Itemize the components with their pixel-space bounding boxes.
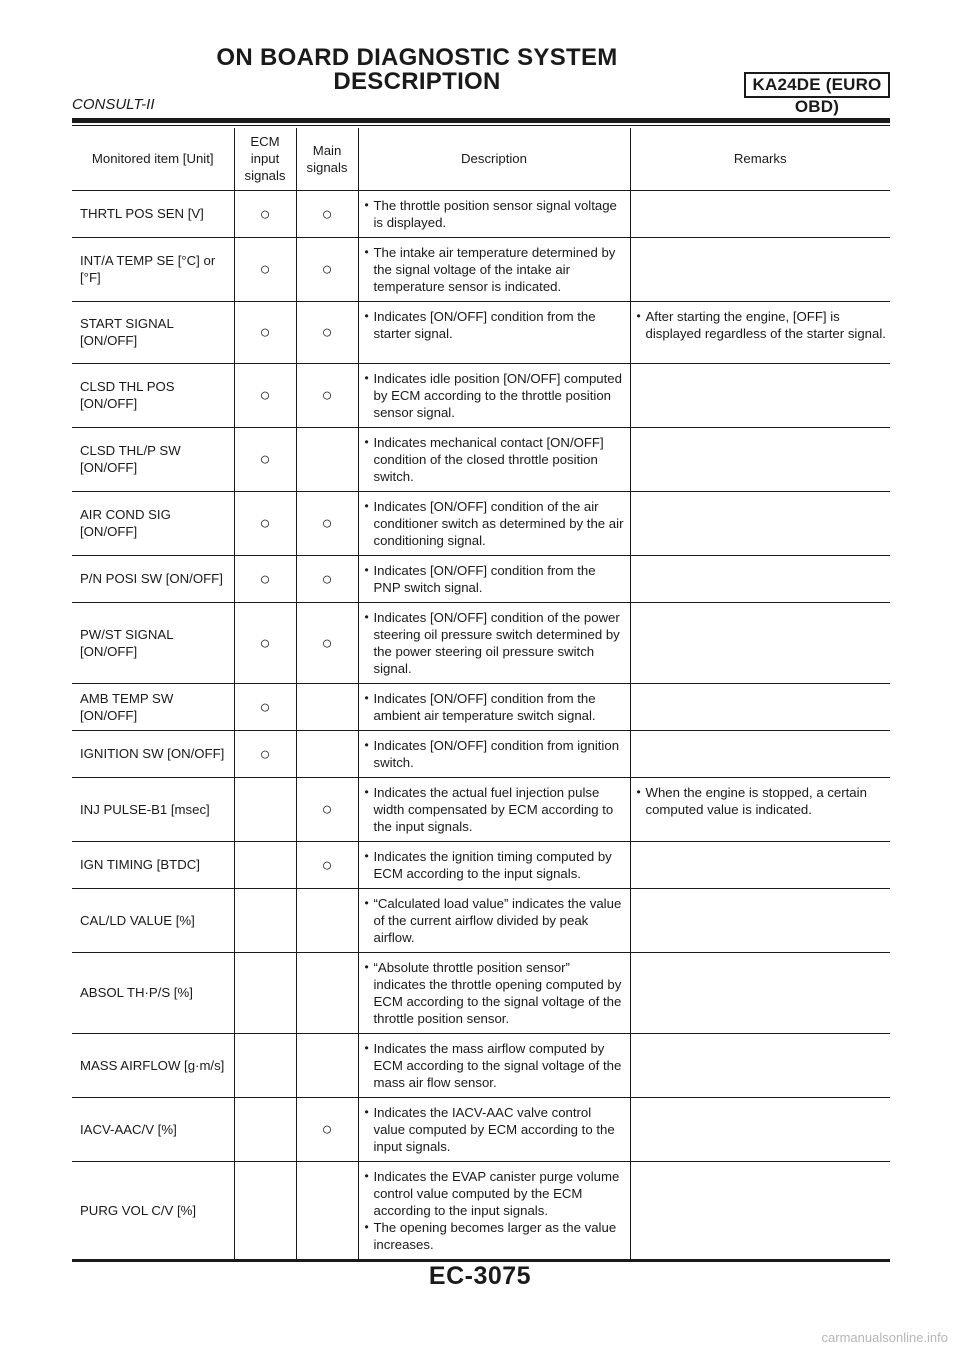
header-rule-thin (72, 125, 890, 126)
bullet-text: Indicates the ignition timing computed by ECM according to the input signals. (373, 848, 612, 881)
table-row (72, 952, 890, 1033)
watermark: carmanualsonline.info (821, 1330, 948, 1345)
description-cell (358, 1097, 630, 1161)
main-signal-mark: ○ (296, 1097, 358, 1161)
table-row (72, 237, 890, 301)
description-cell (358, 237, 630, 301)
remarks-cell (630, 841, 890, 888)
bullet-item (365, 959, 626, 1027)
monitored-item-name: ABSOL TH·P/S [%] (72, 952, 234, 1033)
bullet-text: Indicates the EVAP canister purge volume control value computed by the ECM according to the input signals. (373, 1168, 620, 1218)
bullet-item (365, 562, 626, 596)
main-signal-mark: ○ (296, 602, 358, 683)
monitored-items-table (72, 128, 890, 1262)
main-signal-mark: ○ (296, 301, 358, 363)
bullet-icon: • (364, 1040, 369, 1055)
main-signal-mark: ○ (296, 190, 358, 237)
monitored-item-name: INJ PULSE-B1 [msec] (72, 777, 234, 841)
ecm-input-mark: ○ (234, 730, 296, 777)
bullet-text: Indicates the mass airflow computed by ECM according to the signal voltage of the mass air flow sensor. (373, 1040, 622, 1090)
remarks-cell (630, 602, 890, 683)
bullet-item (365, 609, 626, 677)
description-cell (358, 301, 630, 363)
main-signal-mark: ○ (296, 555, 358, 602)
main-signal-mark (296, 730, 358, 777)
bullet-text: When the engine is stopped, a certain computed value is indicated. (645, 784, 867, 817)
bullet-icon: • (364, 308, 369, 323)
table-row (72, 730, 890, 777)
header-rule-thick (72, 118, 890, 123)
ecm-input-mark: ○ (234, 602, 296, 683)
description-cell (358, 190, 630, 237)
header-description: Description (358, 128, 630, 190)
header-main-signals: Main signals (296, 128, 358, 190)
ecm-input-mark: ○ (234, 190, 296, 237)
bullet-icon: • (364, 848, 369, 863)
bullet-text: Indicates mechanical contact [ON/OFF] condition of the closed throttle position switch. (373, 434, 604, 484)
ecm-input-mark: ○ (234, 427, 296, 491)
remarks-cell (630, 190, 890, 237)
engine-badge: KA24DE (EURO OBD) (744, 72, 890, 98)
bullet-item (637, 308, 887, 342)
header-monitored-item: Monitored item [Unit] (72, 128, 234, 190)
remarks-cell (630, 301, 890, 363)
section-subtitle: CONSULT-II (72, 96, 155, 113)
table-row (72, 555, 890, 602)
ecm-input-mark: ○ (234, 491, 296, 555)
main-signal-mark (296, 888, 358, 952)
description-cell (358, 602, 630, 683)
table-row (72, 301, 890, 363)
bullet-text: Indicates [ON/OFF] condition from the PNP switch signal. (373, 562, 596, 595)
bullet-icon: • (636, 308, 641, 323)
header-remarks: Remarks (630, 128, 890, 190)
bullet-text: “Calculated load value” indicates the value of the current airflow divided by peak airflow. (373, 895, 622, 945)
description-cell (358, 888, 630, 952)
ecm-input-mark: ○ (234, 555, 296, 602)
remarks-cell (630, 427, 890, 491)
table-header-row (72, 128, 890, 190)
monitored-item-name: PURG VOL C/V [%] (72, 1161, 234, 1260)
bullet-icon: • (364, 562, 369, 577)
bullet-icon: • (364, 609, 369, 624)
bullet-item (365, 1219, 626, 1253)
remarks-cell (630, 952, 890, 1033)
ecm-input-mark: ○ (234, 683, 296, 730)
bullet-icon: • (364, 370, 369, 385)
monitored-item-name: INT/A TEMP SE [°C] or [°F] (72, 237, 234, 301)
main-signal-mark (296, 1033, 358, 1097)
title-line-1: ON BOARD DIAGNOSTIC SYSTEM (216, 44, 618, 71)
ecm-input-mark: ○ (234, 363, 296, 427)
main-signal-mark (296, 427, 358, 491)
description-cell (358, 491, 630, 555)
bullet-text: “Absolute throttle position sensor” indicates the throttle opening computed by ECM according to the signal voltage of the throttle position sensor. (373, 959, 622, 1026)
bullet-item (637, 784, 887, 818)
ecm-input-mark: ○ (234, 237, 296, 301)
monitored-item-name: AMB TEMP SW [ON/OFF] (72, 683, 234, 730)
ecm-input-mark (234, 841, 296, 888)
table-row (72, 683, 890, 730)
bullet-icon: • (364, 244, 369, 259)
monitored-item-name: P/N POSI SW [ON/OFF] (72, 555, 234, 602)
description-cell (358, 683, 630, 730)
description-cell (358, 555, 630, 602)
remarks-cell (630, 888, 890, 952)
table-row (72, 602, 890, 683)
bullet-item (365, 434, 626, 485)
bullet-text: Indicates [ON/OFF] condition from the starter signal. (373, 308, 596, 341)
main-signal-mark (296, 683, 358, 730)
description-cell (358, 952, 630, 1033)
bullet-item (365, 370, 626, 421)
remarks-cell (630, 237, 890, 301)
description-cell (358, 730, 630, 777)
bullet-text: Indicates [ON/OFF] condition from the ambient air temperature switch signal. (373, 690, 596, 723)
bullet-text: The intake air temperature determined by the signal voltage of the intake air temperature sensor is indicated. (373, 244, 616, 294)
monitored-item-name: START SIGNAL [ON/OFF] (72, 301, 234, 363)
bullet-item (365, 1104, 626, 1155)
remarks-cell (630, 491, 890, 555)
monitored-item-name: PW/ST SIGNAL [ON/OFF] (72, 602, 234, 683)
table-row (72, 491, 890, 555)
main-signal-mark (296, 1161, 358, 1260)
bullet-item (365, 784, 626, 835)
ecm-input-mark: ○ (234, 301, 296, 363)
ecm-input-mark (234, 1097, 296, 1161)
bullet-item (365, 690, 626, 724)
bullet-item (365, 895, 626, 946)
monitored-item-name: AIR COND SIG [ON/OFF] (72, 491, 234, 555)
bullet-item (365, 737, 626, 771)
bullet-icon: • (364, 690, 369, 705)
bullet-text: After starting the engine, [OFF] is displayed regardless of the starter signal. (645, 308, 886, 341)
monitored-item-name: IGNITION SW [ON/OFF] (72, 730, 234, 777)
table-row (72, 427, 890, 491)
bullet-text: Indicates [ON/OFF] condition from ignition switch. (373, 737, 620, 770)
description-cell (358, 1161, 630, 1260)
ecm-input-mark (234, 952, 296, 1033)
ecm-input-mark (234, 1161, 296, 1260)
bullet-text: Indicates [ON/OFF] condition of the air conditioner switch as determined by the air conditioning signal. (373, 498, 624, 548)
bullet-icon: • (364, 737, 369, 752)
bullet-icon: • (364, 1168, 369, 1183)
bullet-text: Indicates the IACV-AAC valve control value computed by ECM according to the input signals. (373, 1104, 615, 1154)
ecm-input-mark (234, 888, 296, 952)
main-signal-mark (296, 952, 358, 1033)
ecm-input-mark (234, 1033, 296, 1097)
bullet-text: The throttle position sensor signal voltage is displayed. (373, 197, 617, 230)
table-row (72, 1033, 890, 1097)
main-signal-mark: ○ (296, 777, 358, 841)
bullet-icon: • (364, 959, 369, 974)
main-signal-mark: ○ (296, 363, 358, 427)
table-row (72, 841, 890, 888)
bullet-icon: • (364, 498, 369, 513)
remarks-cell (630, 683, 890, 730)
monitored-item-name: THRTL POS SEN [V] (72, 190, 234, 237)
main-signal-mark: ○ (296, 237, 358, 301)
remarks-cell (630, 555, 890, 602)
monitored-item-name: CLSD THL POS [ON/OFF] (72, 363, 234, 427)
remarks-cell (630, 730, 890, 777)
bullet-item (365, 197, 626, 231)
remarks-cell (630, 1161, 890, 1260)
bullet-icon: • (364, 784, 369, 799)
bullet-text: Indicates the actual fuel injection pulse width compensated by ECM according to the input signals. (373, 784, 614, 834)
bullet-item (365, 1040, 626, 1091)
monitored-item-name: CLSD THL/P SW [ON/OFF] (72, 427, 234, 491)
bullet-icon: • (364, 434, 369, 449)
page-title (72, 46, 762, 94)
page-number: EC-3075 (428, 1262, 532, 1290)
monitored-item-name: MASS AIRFLOW [g·m/s] (72, 1033, 234, 1097)
table-row (72, 363, 890, 427)
description-cell (358, 777, 630, 841)
monitored-item-name: IGN TIMING [BTDC] (72, 841, 234, 888)
table-row (72, 190, 890, 237)
header-ecm-input: ECM input signals (234, 128, 296, 190)
table-body (72, 190, 890, 1260)
bullet-item (365, 1168, 626, 1219)
bullet-item (365, 498, 626, 549)
bullet-icon: • (364, 1219, 369, 1234)
bullet-item (365, 244, 626, 295)
bullet-text: Indicates idle position [ON/OFF] computed by ECM according to the throttle position sensor signal. (373, 370, 622, 420)
ecm-input-mark (234, 777, 296, 841)
bullet-icon: • (364, 895, 369, 910)
remarks-cell (630, 1033, 890, 1097)
remarks-cell (630, 1097, 890, 1161)
description-cell (358, 1033, 630, 1097)
table-row (72, 1161, 890, 1260)
main-signal-mark: ○ (296, 841, 358, 888)
monitored-item-name: IACV-AAC/V [%] (72, 1097, 234, 1161)
remarks-cell (630, 363, 890, 427)
remarks-cell (630, 777, 890, 841)
description-cell (358, 427, 630, 491)
bullet-text: The opening becomes larger as the value increases. (373, 1219, 617, 1252)
table-row (72, 1097, 890, 1161)
bullet-icon: • (636, 784, 641, 799)
monitored-item-name: CAL/LD VALUE [%] (72, 888, 234, 952)
bullet-item (365, 308, 626, 342)
description-cell (358, 363, 630, 427)
description-cell (358, 841, 630, 888)
title-line-2: DESCRIPTION (333, 68, 501, 95)
bullet-item (365, 848, 626, 882)
table-row (72, 777, 890, 841)
table-row (72, 888, 890, 952)
bullet-icon: • (364, 197, 369, 212)
bullet-icon: • (364, 1104, 369, 1119)
bullet-text: Indicates [ON/OFF] condition of the power steering oil pressure switch determined by the power steering oil pressure switch signal. (373, 609, 620, 676)
main-signal-mark: ○ (296, 491, 358, 555)
